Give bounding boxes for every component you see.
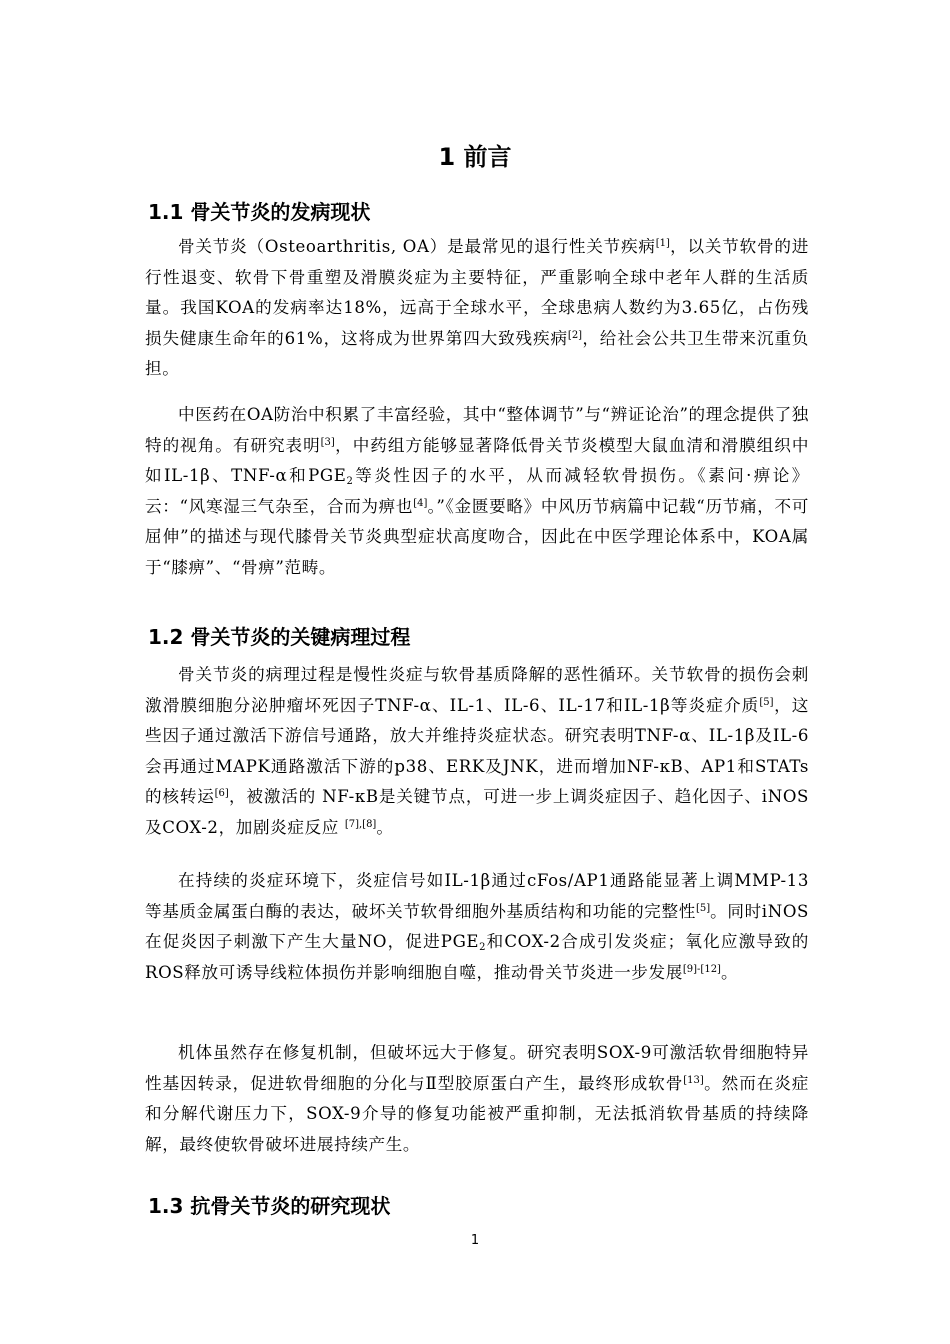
text-run: 。同时iNOS在促炎因子刺激下产生大量NO，促进PGE [145,901,809,952]
citation-ref: [1] [655,238,670,249]
citation-ref: [5] [695,902,711,914]
text-run: ，中药组方能够显著降低骨关节炎模型大鼠血清和滑膜组织中如IL-1β、TNF-α和PGE [145,435,810,486]
text-run: 中医药在OA防治中积累了丰富经验，其中“整体调节”与“辨证论治”的理念提供了独特的视角。有研究表明 [145,405,809,455]
paragraph [145,866,809,988]
subscript: 2 [346,476,354,488]
paragraph [145,400,809,584]
paragraph [145,1038,809,1160]
text-run: ，以关节软骨的进行性退变、软骨下骨重塑及滑膜炎症为主要特征，严重影响全球中老年人群的生活质量。我国KOA的发病率达18%，远高于全球水平，全球患病人数约为3.65亿，占伤残损失健康生命年的61%，这将成为世界第四大致残疾病 [145,237,809,348]
section-heading-1-2: 1.2 骨关节炎的关键病理过程 [148,625,411,649]
section-heading-1-3: 1.3 抗骨关节炎的研究现状 [148,1194,391,1218]
text-run: 骨关节炎（Osteoarthritis, OA）是最常见的退行性关节疾病 [178,237,656,256]
text-run: 机体虽然存在修复机制，但破坏远大于修复。研究表明SOX-9可激活软骨细胞特异性基因转录，促进软骨细胞的分化与Ⅱ型胶原蛋白产生，最终形成软骨 [145,1043,809,1093]
citation-ref: [9]-[12] [682,963,721,975]
text-run: 等炎性因子的水平，从而减轻软骨损伤。《素问·痹论》云：“风寒湿三气杂至，合而为痹也 [145,466,809,516]
section-heading-1-1: 1.1 骨关节炎的发病现状 [148,200,371,224]
citation-ref: [13] [683,1074,704,1086]
subscript: 2 [479,942,487,954]
citation-ref: [6] [214,788,229,800]
text-run: 在持续的炎症环境下，炎症信号如IL-1β通过cFos/AP1通路能显著上调MMP-13等基质金属蛋白酶的表达，破坏关节软骨细胞外基质结构和功能的完整性 [145,871,809,921]
text-run: ，被激活的 NF-κB是关键节点，可进一步上调炎症因子、趋化因子、iNOS及COX-2，加剧炎症反应 [145,787,809,837]
paragraph [145,232,809,385]
citation-ref: [4] [413,497,428,509]
citation-ref: [2] [567,329,583,341]
text-run: 和COX-2合成引发炎症；氧化应激导致的ROS释放可诱导线粒体损伤并影响细胞自噬，推动骨关节炎进一步发展 [145,932,809,982]
text-run: 。”《金匮要略》中风历节病篇中记载“历节痛，不可屈伸”的描述与现代膝骨关节炎典型症状高度吻合，因此在中医学理论体系中，KOA属于“膝痹”、“骨痹”范畴。 [145,496,810,577]
chapter-title: 1 前言 [438,143,512,171]
citation-ref: [7],[8] [344,818,377,830]
citation-ref: [5] [759,696,774,708]
paragraph [145,660,809,844]
citation-ref: [3] [320,436,335,448]
text-run: 。 [720,962,739,982]
text-run: ，给社会公共卫生带来沉重负担。 [145,328,809,379]
text-run: 骨关节炎的病理过程是慢性炎症与软骨基质降解的恶性循环。关节软骨的损伤会刺激滑膜细胞分泌肿瘤坏死因子TNF-α、IL-1、IL-6、IL-17和IL-1β等炎症介质 [145,665,809,715]
text-run: 。 [376,817,394,837]
page-number: 1 [470,1233,480,1248]
text-run: ，这些因子通过激活下游信号通路，放大并维持炎症状态。研究表明TNF-α、IL-1β及IL-6会再通过MAPK通路激活下游的p38、ERK及JNK，进而增加NF-κB、AP1和STATs的核转运 [145,695,809,807]
text-run: 。然而在炎症和分解代谢压力下，SOX-9介导的修复功能被严重抑制，无法抵消软骨基质的持续降解，最终使软骨破坏进展持续产生。 [145,1073,809,1154]
